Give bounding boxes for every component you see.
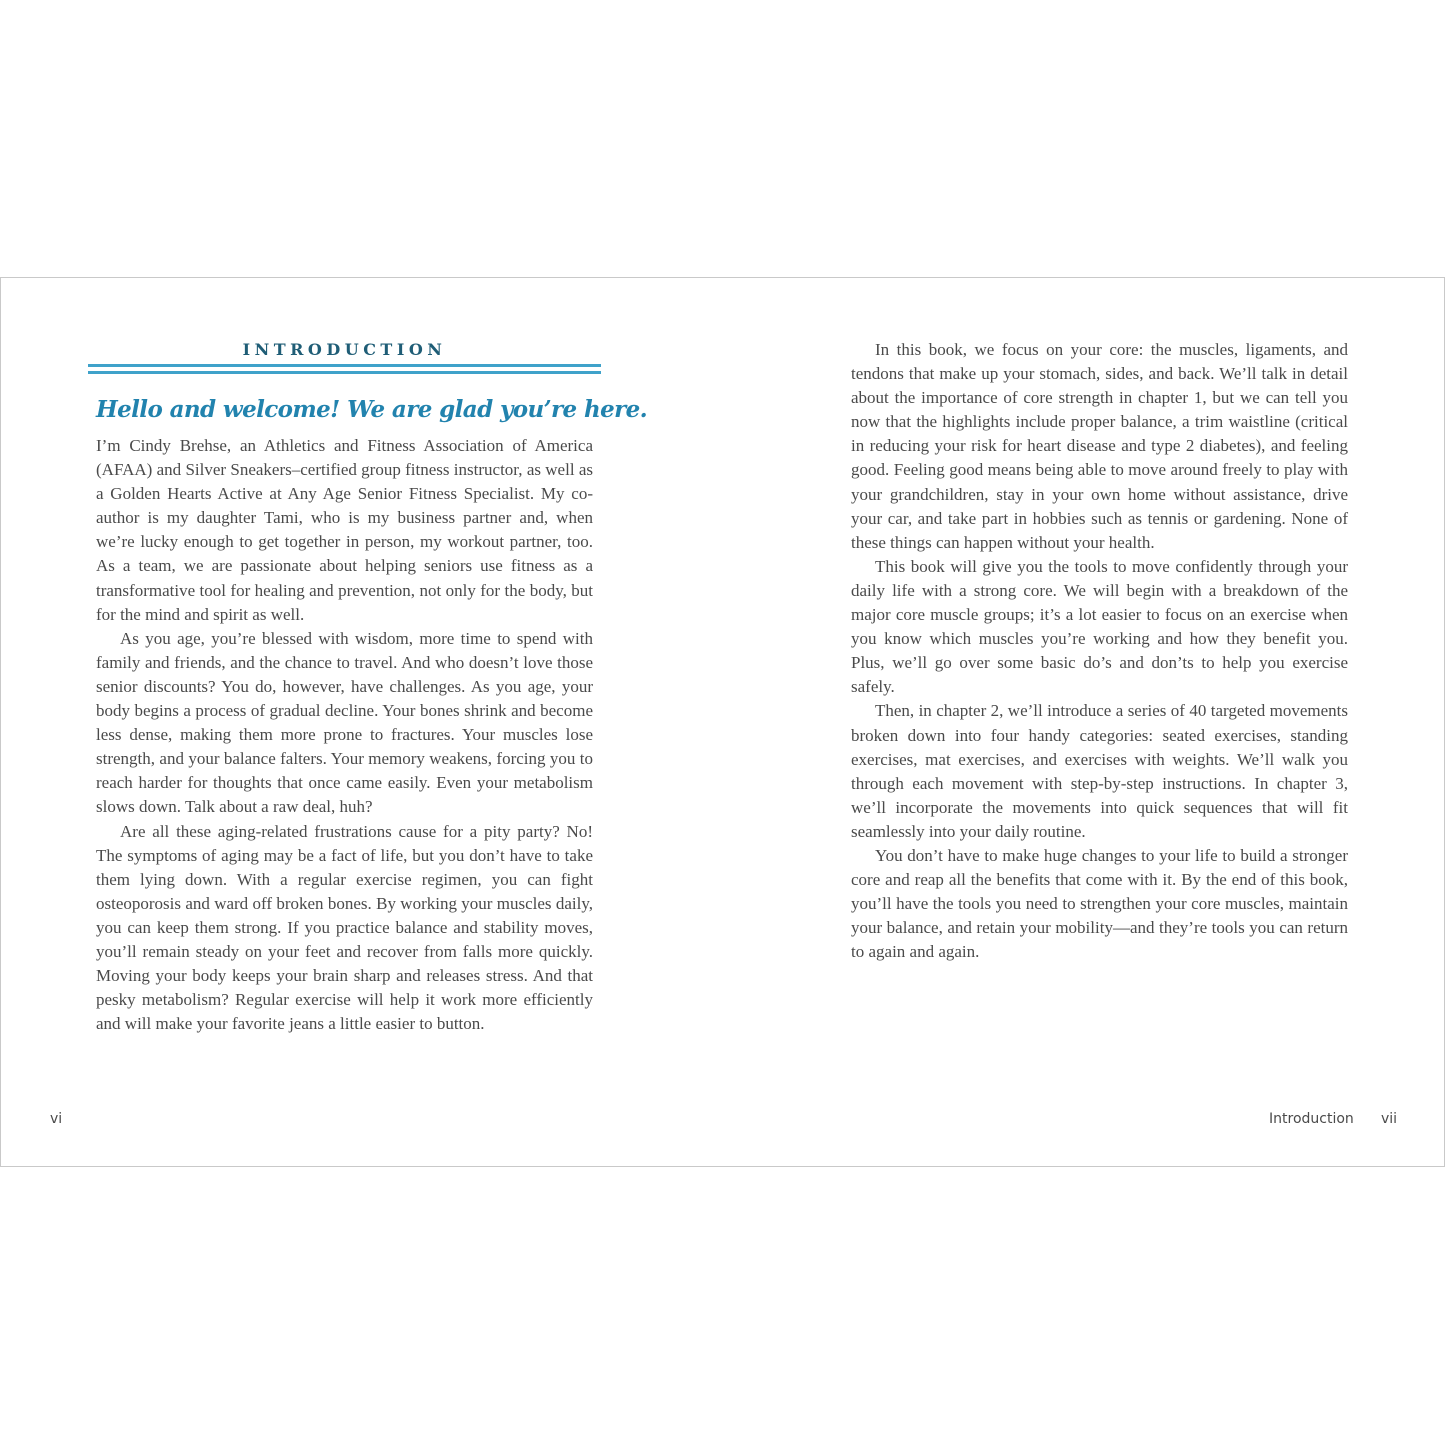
welcome-headline: Hello and welcome! We are glad you’re here. bbox=[96, 396, 648, 423]
left-paragraph-2: As you age, you’re blessed with wisdom, more time to spend with family and friends, and the chance to travel. And who doesn’t love those senior discounts? You do, however, have challenges. As you age, your body begins a process of gradual decline. Your bones shrink and become less dense, making them more prone to fractures. Your muscles lose strength, and your balance falters. Your memory weakens, forcing you to reach harder for thoughts that once came easily. Even your metabolism slows down. Talk about a raw deal, huh? bbox=[96, 628, 593, 817]
section-title: INTRODUCTION bbox=[242, 340, 447, 359]
left-page-number: vi bbox=[50, 1111, 63, 1127]
left-paragraph-1: I’m Cindy Brehse, an Athletics and Fitness Association of America (AFAA) and Silver Sneakers–certified group fitness instructor, as well as a Golden Hearts Active at Any Age Senior Fitness Specialist. My co-author is my daughter Tami, who is my business partner and, when we’re lucky enough to get together in person, my workout partner, too. As a team, we are passionate about helping seniors use fitness as a transformative tool for healing and prevention, not only for the body, but for the mind and spirit as well. bbox=[96, 436, 593, 624]
right-page-number: vii bbox=[1381, 1111, 1398, 1127]
right-page-body bbox=[851, 338, 1348, 964]
right-paragraph-1: In this book, we focus on your core: the muscles, ligaments, and tendons that make up your stomach, sides, and back. We’ll talk in detail about the importance of core strength in chapter 1, but we can tell you now that the highlights include proper balance, a trim waistline (critical in reducing your risk for heart disease and type 2 diabetes), and feeling good. Feeling good means being able to move around freely to play with your grandchildren, stay in your own home without assistance, drive your car, and take part in hobbies such as tennis or gardening. None of these things can happen without your health. bbox=[851, 340, 1348, 552]
right-paragraph-2: This book will give you the tools to move confidently through your daily life with a strong core. We will begin with a breakdown of the major core muscle groups; it’s a lot easier to focus on an exercise when you know which muscles you’re working and how they benefit you. Plus, we’ll go over some basic do’s and don’ts to help you exercise safely. bbox=[851, 556, 1348, 697]
running-head: Introduction bbox=[1269, 1111, 1354, 1127]
title-double-rule bbox=[88, 364, 601, 375]
left-paragraph-3: Are all these aging-related frustrations cause for a pity party? No! The symptoms of aging may be a fact of life, but you don’t have to take them lying down. With a regular exercise regimen, you can fight osteoporosis and ward off broken bones. By working your muscles daily, you can keep them strong. If you practice balance and stability moves, you’ll remain steady on your feet and recover from falls more quickly. Moving your body keeps your brain sharp and releases stress. And that pesky metabolism? Regular exercise will help it work more efficiently and will make your favorite jeans a little easier to button. bbox=[96, 821, 593, 1034]
left-page-body bbox=[96, 434, 593, 1036]
right-paragraph-4: You don’t have to make huge changes to your life to build a stronger core and reap all the benefits that come with it. By the end of this book, you’ll have the tools you need to strengthen your core muscles, maintain your balance, and retain your mobility—and they’re tools you can return to again and again. bbox=[851, 845, 1348, 962]
title-rule-bottom bbox=[88, 371, 601, 374]
title-rule-top bbox=[88, 364, 601, 367]
right-paragraph-3: Then, in chapter 2, we’ll introduce a series of 40 targeted movements broken down into four handy categories: seated exercises, standing exercises, mat exercises, and exercises with weights. We’ll walk you through each movement with step-by-step instructions. In chapter 3, we’ll incorporate the movements into quick sequences that will fit seamlessly into your daily routine. bbox=[851, 701, 1348, 841]
